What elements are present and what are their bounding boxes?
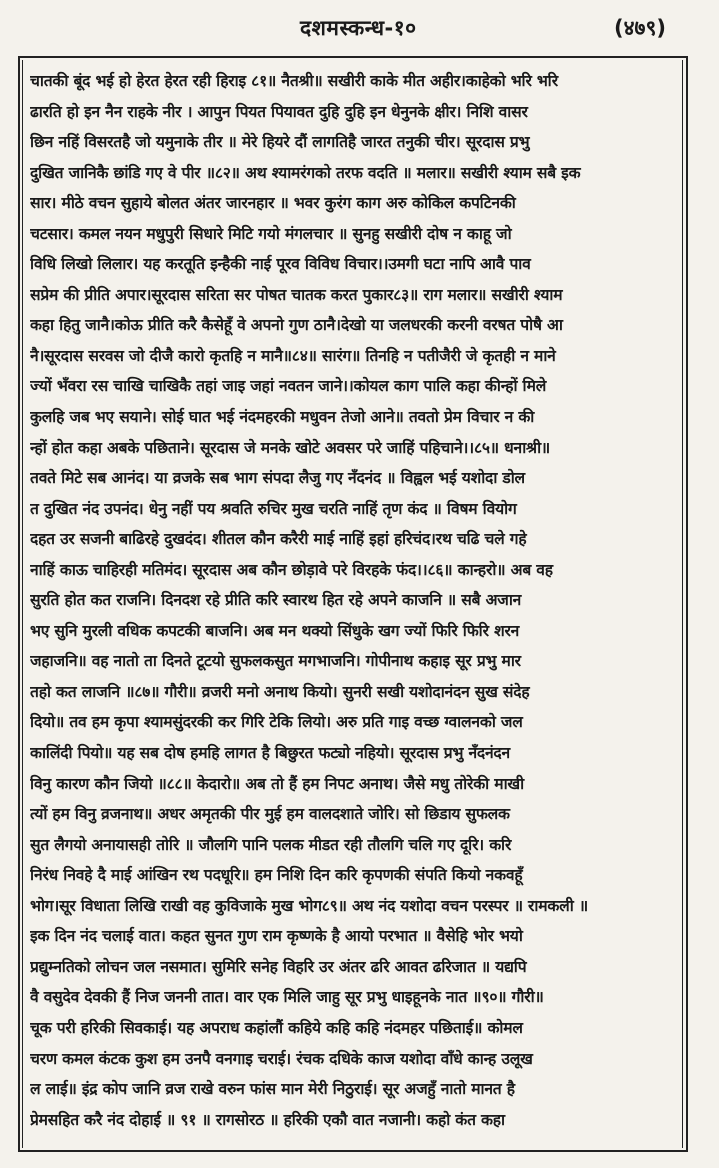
text-line: ज्यों भँवरा रस चाखि चाखिकै तहां जाइ जहां नवतन जाने।।कोयल काग पालि कहा कीन्हों मिले [30, 377, 547, 396]
text-line: दुखित जानिकै छांडि गए वे पीर ॥८२॥ अथ श्यामरंगको तरफ वदति ॥ मलार॥ सखीरी श्याम सबै इक [30, 163, 581, 182]
text-line: चातकी बूंद भई हो हेरत हेरत रही हिराइ ८१॥ नैतश्री॥ सखीरी काके मीत अहीर।काहेको भरि भरि [30, 72, 558, 90]
text-line: सुरति होत कत राजनि। दिनदश रहे प्रीति करि स्वारथ हित रहे अपने काजनि ॥ सबै अजान [30, 591, 522, 610]
text-line: वै वसुदेव देवकी हैं निज जननी तात। वार एक मिलि जाहु सूर प्रभु धाइहूनके नात ॥९०॥ गौरी॥ [30, 988, 544, 1007]
text-line: सुत लैगयो अनायासही तोरि ॥ जौलगि पानि पलक मीडत रही तौलगि चलि गए दूरि। करि [30, 835, 512, 854]
inner-border-left [22, 60, 23, 1148]
text-line: कुलहि जब भए सयाने। सोई घात भई नंदमहरकी मधुवन तेजो आने॥ तवतो प्रेम विचार न की [30, 408, 535, 427]
text-line: विनु कारण कौन जियो ॥८८॥ केदारो॥ अब तो हैं हम निपट अनाथ। जैसे मधु तोरेकी माखी [30, 774, 525, 793]
text-line: नाहिं काऊ चाहिरही मतिमंद। सूरदास अब कौन छोड़ावे परे विरहके फंद।।८६॥ कान्हरो॥ अब वह [30, 560, 553, 579]
text-line: प्रद्युम्नतिको लोचन जल नसमात। सुमिरि सनेह विहरि उर अंतर ढरि आवत ढरिजात ॥ यद्यपि [30, 957, 527, 976]
text-line: प्रेमसहित करै नंद दोहाई ॥ ९१ ॥ रागसोरठ ॥ हरिकी एकौ वात नजानी। कहो कंत कहा [30, 1110, 505, 1129]
text-line: चूक परी हरिकी सिवकाई। यह अपराध कहांलौं कहिये कहि कहि नंदमहर पछिताई॥ कोमल [30, 1018, 523, 1037]
text-line: निरंध निवहे दै माई आंखिन रथ पदधूरि॥ हम निशि दिन करि कृपणकी संपति कियो नकवहूँ [30, 866, 523, 885]
text-line: ढारति हो इन नैन राहके नीर । आपुन पियत पियावत दुहि दुहि इन धेनुनके क्षीर। निशि वासर [30, 102, 528, 121]
text-line: सार। मीठे वचन सुहाये बोलत अंतर जारनहार ॥ भवर कुरंग काग अरु कोकिल कपटिनकी [30, 194, 516, 213]
text-line: नै।सूरदास सरवस जो दीजै कारो कृतहि न मानै॥८४॥ सारंग॥ तिनहि न पतीजैरी जे कृतही न माने [30, 346, 556, 365]
text-line: तवते मिटे सब आनंद। या व्रजके सब भाग संपदा लैजु गए नँदनंद ॥ विह्वल भई यशोदा डोल [30, 469, 525, 488]
text-line: भोग।सूर विधाता लिखि राखी वह कुविजाके मुख भोग८९॥ अथ नंद यशोदा वचन परस्पर ॥ रामकली ॥ [30, 896, 588, 915]
inner-border-right [682, 60, 683, 1148]
page-number: (४७९) [614, 16, 666, 40]
text-line: कालिंदी पियो॥ यह सब दोष हमहि लागत है बिछुरत फट्यो नहियो। सूरदास प्रभु नँदनंदन [30, 744, 510, 763]
text-line: त्यों हम विनु व्रजनाथ॥ अधर अमृतकी पीर मुई हम वालदशाते जोरि। सो छिडाय सुफलक [30, 805, 510, 824]
text-line: दहत उर सजनी बाढिरहे दुखदंद। शीतल कौन करैरी माई नाहिं इहां हरिचंद।रथ चढि चले गहे [30, 530, 527, 549]
text-line: न्हों होत कहा अबके पछिताने। सूरदास जे मनके खोटे अवसर परे जाहिं पहिचाने।।८५॥ धनाश्री॥ [30, 438, 551, 457]
text-line: ल लाई॥ इंद्र कोप जानि व्रज राखे वरुन फांस मान मेरी निठुराई। सूर अजहुँ नातो मानत है [30, 1080, 515, 1099]
text-line: छिन नहिं विसरतहै जो यमुनाके तीर ॥ मेरे हियरे दौं लागतिहै जारत तनुकी चीर। सूरदास प्रभु [30, 133, 530, 152]
verse-text-block [30, 66, 678, 1135]
text-line: सप्रेम की प्रीति अपार।सूरदास सरिता सर पोषत चातक करत पुकार८३॥ राग मलार॥ सखीरी श्याम [30, 285, 563, 304]
page-header [0, 10, 719, 50]
text-line: चटसार। कमल नयन मधुपुरी सिधारे मिटि गयो मंगलचार ॥ सुनहु सखीरी दोष न काहू जो [30, 224, 512, 243]
text-line: तहो कत लाजनि ॥८७॥ गौरी॥ व्रजरी मनो अनाथ कियो। सुनरी सखी यशोदानंदन सुख संदेह [30, 682, 530, 701]
text-line: दियो॥ तव हम कृपा श्यामसुंदरकी कर गिरि टेकि लियो। अरु प्रति गाइ वच्छ ग्वालनको जल [30, 713, 523, 732]
text-line: जहाजनि॥ वह नातो ता दिनते टूटयो सुफलकसुत मगभाजनि। गोपीनाथ कहाइ सूर प्रभु मार [30, 652, 521, 671]
text-line: भए सुनि मुरली वधिक कपटकी बाजनि। अब मन थक्यो सिंधुके खग ज्यों फिरि फिरि शरन [30, 621, 520, 640]
text-line: चरण कमल कंटक कुश हम उनपै वनगाइ चराई। रंचक दधिके काज यशोदा वाँधे कान्ह उलूख [30, 1049, 533, 1068]
text-line: इक दिन नंद चलाई वात। कहत सुनत गुण राम कृष्णके है आयो परभात ॥ वैसेहि भोर भयो [30, 927, 523, 946]
text-line: कहा हितु जानै।कोऊ प्रीति करै कैसेहूँ वे अपनो गुण ठानै।देखो या जलधरकी करनी वरषत पोषै आ [30, 316, 563, 335]
text-line: विधि लिखो लिलार। यह करतूति इन्हैकी नाई पूरव विविध विचार।।उमगी घटा नापि आवै पाव [30, 255, 531, 274]
section-title: दशमस्कन्ध-१० [300, 16, 417, 40]
text-line: त दुखित नंद उपनंद। धेनु नहीं पय श्रवति रुचिर मुख चरति नाहिं तृण कंद ॥ विषम वियोग [30, 499, 517, 518]
